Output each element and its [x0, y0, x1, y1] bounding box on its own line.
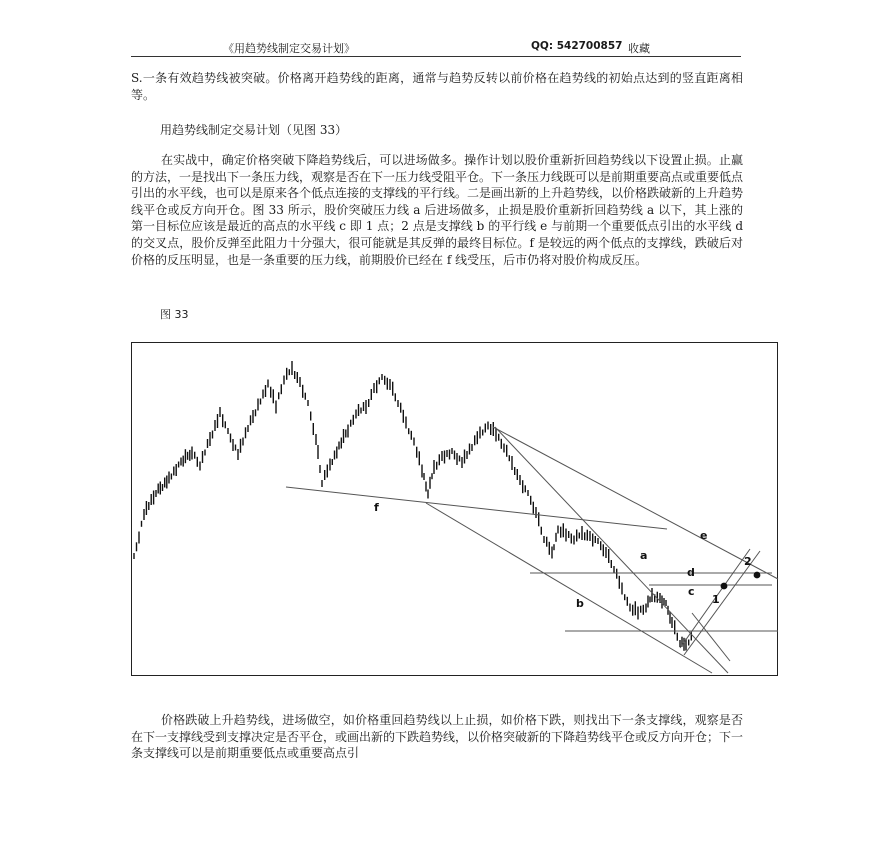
line-f — [286, 487, 667, 529]
label-point-1: 1 — [712, 593, 720, 606]
paragraph-short: 价格跌破上升趋势线，进场做空，如价格重回趋势线以上止损，如价格下跌，则找出下一条支撑线，观察是否在下一支撑线受到支撑决定是否平仓，或画出新的下跌趋势线，以价格突破新的下降趋势线平仓或反方向开仓；下一条支撑线可以是前期重要低点或重要高点引 — [131, 713, 744, 761]
point-2-marker — [754, 572, 761, 579]
paragraph-intro: S.一条有效趋势线被突破。价格离开趋势线的距离，通常与趋势反转以前价格在趋势线的初始点达到的竖直距离相等。 — [131, 71, 743, 102]
label-d: d — [687, 566, 695, 579]
line-a — [495, 427, 728, 673]
line-e — [493, 427, 778, 579]
chart-svg — [132, 343, 779, 677]
document-title: 《用趋势线制定交易计划》 — [223, 42, 355, 55]
label-a: a — [640, 549, 648, 562]
section-heading: 用趋势线制定交易计划（见图 33） — [160, 123, 348, 137]
label-f: f — [374, 501, 379, 514]
line-b — [426, 503, 712, 673]
favorite-link[interactable]: 收藏 — [628, 42, 650, 55]
figure-33-chart — [131, 342, 778, 676]
page-header — [131, 38, 741, 57]
label-c: c — [688, 585, 695, 598]
paragraph-main: 在实战中，确定价格突破下降趋势线后，可以进场做多。操作计划以股价重新折回趋势线以下设置止损。止赢的方法，一是找出下一条压力线，观察是否在下一压力线受阻平仓。下一条压力线既可以是前期重要高点或重要低点引出的水平线，也可以是原来各个低点连接的支撑线的平行线。二是画出新的上升趋势线，以价格跌破新的上升趋势线平仓或反方向开仓。图 33 所示，股价突破压力线 a 后进场做多，止损是股价重新折回趋势线 a 以下，其上涨的第一目标位应该是最近的高点的水平线 c 即 1 点；2 点是支撑线 b 的平行线 e 与前期一个重要低点引出的水平线 d 的交叉点，股价反弹至此阻力十分强大，很可能就是其反弹的最终目标位。f 是较远的两个低点的支撑线，跌破后对价格的反压明显，也是一条重要的压力线，前期股价已经在 f 线受压，后市仍将对股价构成反压。 — [131, 153, 744, 267]
label-e: e — [700, 529, 708, 542]
label-b: b — [576, 597, 584, 610]
point-1-marker — [721, 583, 728, 590]
qq-contact: QQ: 542700857 — [531, 40, 623, 52]
label-point-2: 2 — [744, 555, 752, 568]
price-candles — [134, 361, 691, 651]
figure-caption: 图 33 — [160, 308, 189, 321]
